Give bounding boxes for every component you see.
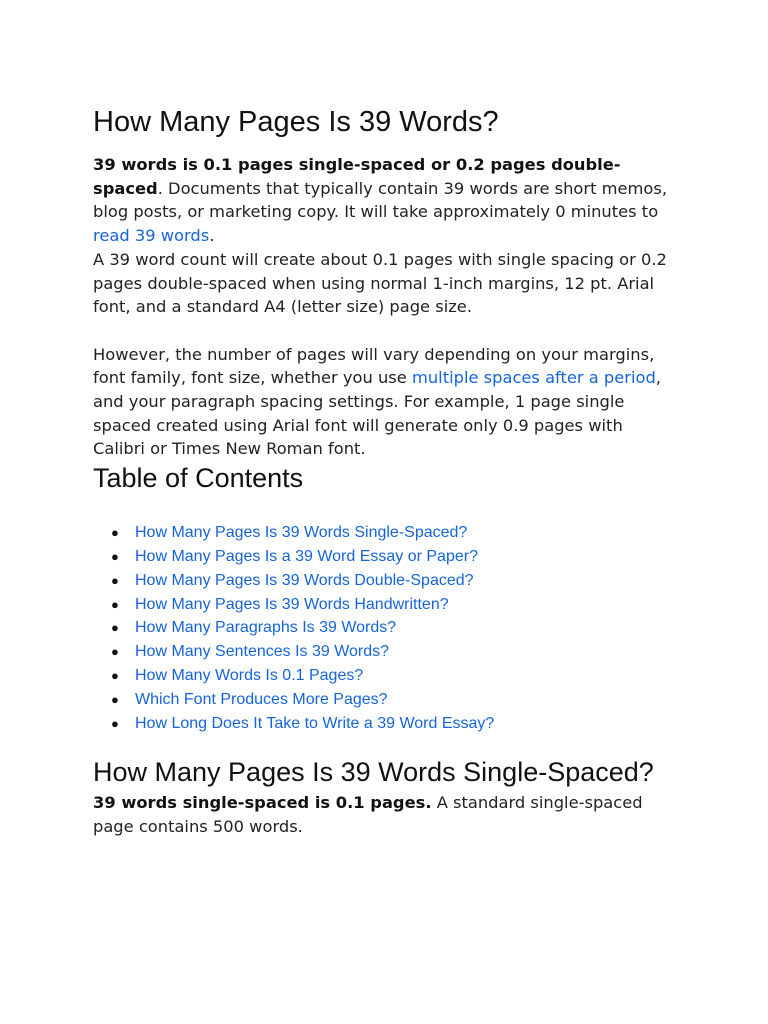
toc-item: [111, 569, 678, 593]
variation-paragraph: [93, 343, 678, 462]
toc-item: [111, 545, 678, 569]
toc-link-single-spaced[interactable]: How Many Pages Is 39 Words Single-Spaced?: [135, 524, 468, 542]
toc-link-essay[interactable]: How Many Pages Is a 39 Word Essay or Paper?: [135, 547, 478, 565]
toc-item: [111, 640, 678, 664]
toc-item: [111, 521, 678, 545]
section-paragraph: [93, 791, 678, 838]
toc-link-double-spaced[interactable]: How Many Pages Is 39 Words Double-Spaced?: [135, 571, 474, 589]
toc-item: [111, 616, 678, 640]
toc-link-paragraphs[interactable]: How Many Paragraphs Is 39 Words?: [135, 619, 397, 637]
intro-text: . Documents that typically contain 39 words are short memos, blog posts, or marketing copy. It will take approximately 0 minutes to: [93, 178, 668, 222]
toc-link-sentences[interactable]: How Many Sentences Is 39 Words?: [135, 643, 390, 661]
bullet-icon: ●: [111, 620, 119, 636]
bullet-icon: ●: [111, 667, 119, 683]
toc-link-words-per-pages[interactable]: How Many Words Is 0.1 Pages?: [135, 666, 364, 684]
intro-bold-summary: 39 words is 0.1 pages single-spaced or 0.2 pages double-spaced: [93, 155, 621, 198]
bullet-icon: ●: [111, 715, 119, 731]
table-of-contents: [93, 521, 678, 735]
bullet-icon: ●: [111, 644, 119, 660]
article: [93, 104, 678, 839]
word-count-paragraph: A 39 word count will create about 0.1 pages with single spacing or 0.2 pages double-spaced when using normal 1-inch margins, 12 pt. Arial font, and a standard A4 (letter size) page size.: [93, 249, 667, 317]
page-title: How Many Pages Is 39 Words?: [93, 106, 499, 138]
bullet-icon: ●: [111, 572, 119, 588]
toc-item: [111, 688, 678, 712]
bullet-icon: ●: [111, 596, 119, 612]
toc-heading: Table of Contents: [93, 463, 304, 494]
toc-item: [111, 593, 678, 617]
section-text: A standard single-spaced page contains 500 words.: [93, 793, 643, 836]
multiple-spaces-link[interactable]: multiple spaces after a period: [412, 368, 656, 388]
read-words-link[interactable]: read 39 words: [93, 226, 210, 246]
bullet-icon: ●: [111, 525, 119, 541]
bullet-icon: ●: [111, 691, 119, 707]
section-bold-summary: 39 words single-spaced is 0.1 pages.: [93, 793, 432, 813]
variation-text: However, the number of pages will vary depending on your margins, font family, font size, whether you use: [93, 344, 655, 388]
intro-paragraph: [93, 153, 678, 248]
toc-link-font[interactable]: Which Font Produces More Pages?: [135, 690, 388, 708]
toc-item: [111, 712, 678, 736]
intro-text-end: .: [209, 226, 215, 246]
section-heading-single-spaced: How Many Pages Is 39 Words Single-Spaced?: [93, 757, 654, 788]
toc-link-write-time[interactable]: How Long Does It Take to Write a 39 Word Essay?: [135, 714, 495, 732]
toc-item: [111, 664, 678, 688]
variation-text-end: , and your paragraph spacing settings. For example, 1 page single spaced created using Arial font will generate only 0.9 pages with Calibri or Times New Roman font.: [93, 368, 661, 459]
toc-link-handwritten[interactable]: How Many Pages Is 39 Words Handwritten?: [135, 595, 449, 613]
bullet-icon: ●: [111, 548, 119, 564]
